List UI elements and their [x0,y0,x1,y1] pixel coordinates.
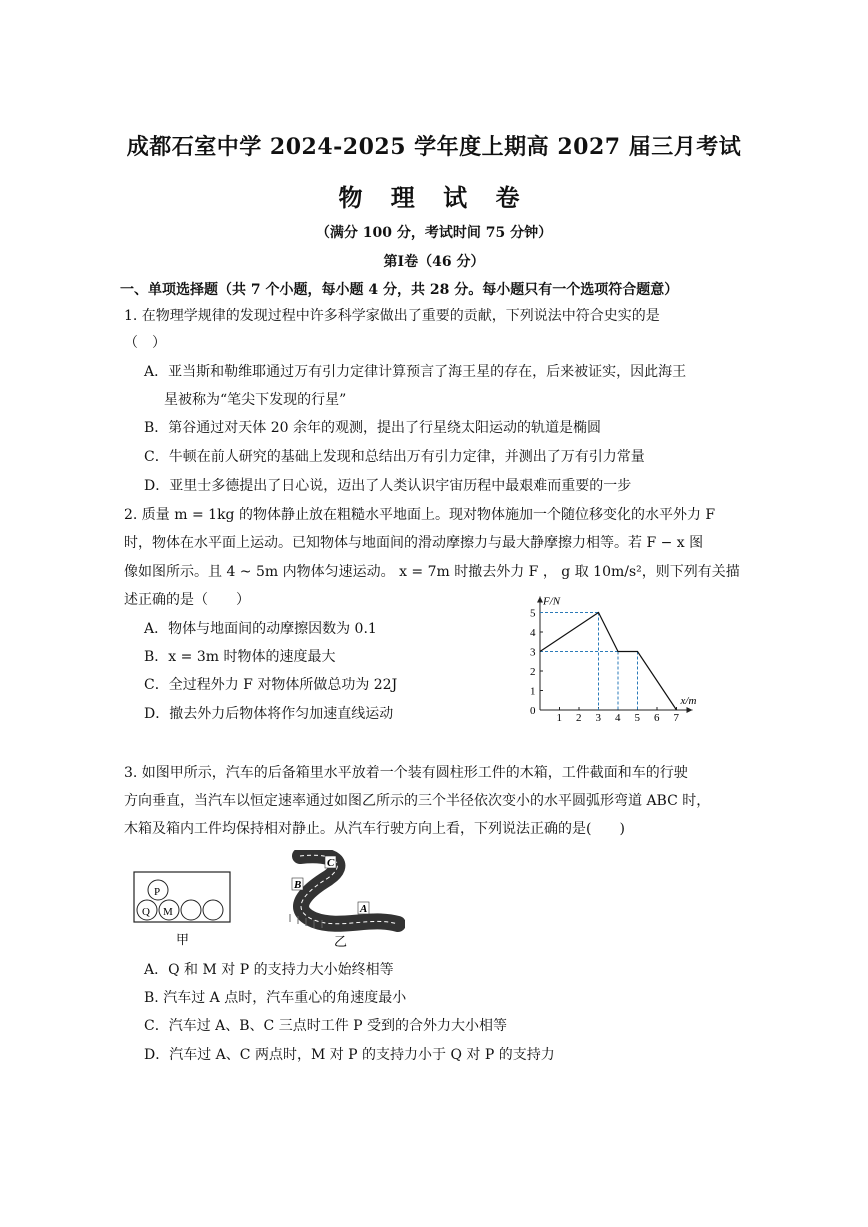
figure-yi-caption: 乙 [334,934,348,949]
x-tick-label: 5 [634,712,640,723]
road [300,855,398,924]
f-x-graph [518,588,718,723]
y-tick-label: 3 [530,646,536,659]
cylinder [181,900,201,920]
road-label-b: B [294,879,302,891]
label-m: M [163,906,173,918]
q3-option-d: D．汽车过 A、C 两点时，M 对 P 的支持力小于 Q 对 P 的支持力 [144,1047,555,1063]
x-tick-label: 6 [654,712,660,723]
y-tick-label: 2 [530,666,536,678]
q3-option-a: A．Q 和 M 对 P 的支持力大小始终相等 [144,962,394,978]
cylinder [203,900,223,920]
q1-answer-paren: （ ） [124,335,166,351]
q1-option-c: C．牛顿在前人研究的基础上发现和总结出万有引力定律，并测出了万有引力常量 [144,449,645,465]
x-tick-label: 1 [556,712,562,723]
subject-title: 物 理 试 卷 [338,183,530,212]
exam-info: （满分 100 分，考试时间 75 分钟） [315,225,553,241]
q1-option-a-cont: 星被称为“笔尖下发现的行星” [164,392,347,408]
label-q: Q [142,906,150,918]
road-label-a: A [360,903,368,915]
x-tick-label: 7 [673,712,679,723]
q3-option-c: C．汽车过 A、B、C 三点时工件 P 受到的合外力大小相等 [144,1018,508,1034]
q2-stem-line2: 时，物体在水平面上运动。已知物体与地面间的滑动摩擦力与最大静摩擦力相等。若 F − x 图 [124,535,704,551]
y-axis-label: F/N [543,595,561,608]
q2-option-b: B．x = 3m 时物体的速度最大 [144,649,336,665]
figure-yi [280,850,405,950]
part-heading: 第Ⅰ卷（46 分） [383,254,485,270]
x-axis-label: x/m [680,695,697,707]
q2-stem-line4: 述正确的是（ ） [124,592,250,608]
x-tick-label: 4 [615,712,621,723]
q1-stem: 1. 在物理学规律的发现过程中许多科学家做出了重要的贡献，下列说法中符合史实的是 [124,308,660,324]
y-tick-label: 4 [530,627,536,639]
q3-stem-line1: 3. 如图甲所示，汽车的后备箱里水平放着一个装有圆柱形工件的木箱，工件截面和车的行驶 [124,765,688,781]
y-tick-label: 5 [530,607,536,620]
q3-option-b: B. 汽车过 A 点时，汽车重心的角速度最小 [144,990,407,1006]
q2-option-c: C．全过程外力 F 对物体所做总功为 22J [144,677,398,693]
q3-stem-line2: 方向垂直，当汽车以恒定速率通过如图乙所示的三个半径依次变小的水平圆弧形弯道 ABC 时， [124,793,711,809]
x-axis-arrow [687,707,693,713]
exam-title: 成都石室中学 2024-2025 学年度上期高 2027 届三月考试 [126,134,742,160]
x-tick-label: 2 [576,712,582,723]
x-tick-label: 3 [595,712,601,723]
y-tick-label: 0 [530,705,536,717]
label-p: P [154,886,161,898]
q2-stem-line1: 2. 质量 m = 1kg 的物体静止放在粗糙水平地面上。现对物体施加一个随位移变化的水平外力 F [124,507,716,523]
q2-option-a: A．物体与地面间的动摩擦因数为 0.1 [144,621,377,637]
y-tick-label: 1 [530,685,536,698]
q1-option-b: B．第谷通过对天体 20 余年的观测，提出了行星绕太阳运动的轨道是椭圆 [144,420,602,436]
figure-jia-caption: 甲 [176,932,190,947]
figure-jia [130,868,234,950]
q2-stem-line3: 像如图所示。且 4 ~ 5m 内物体匀速运动。 x = 7m 时撤去外力 F ， g 取 10m/s²，则下列有关描 [124,564,740,580]
force-line [540,613,677,711]
q3-stem-line3: 木箱及箱内工件均保持相对静止。从汽车行驶方向上看，下列说法正确的是( ) [124,821,625,837]
q2-option-d: D．撤去外力后物体将作匀加速直线运动 [144,706,394,722]
q1-option-a: A．亚当斯和勒维耶通过万有引力定律计算预言了海王星的存在，后来被证实，因此海王 [144,364,687,380]
q1-option-d: D．亚里士多德提出了日心说，迈出了人类认识宇宙历程中最艰难而重要的一步 [144,478,632,494]
road-label-c: C [327,857,335,869]
section-heading: 一、单项选择题（共 7 个小题，每小题 4 分，共 28 分。每小题只有一个选项符合题意） [120,282,679,298]
